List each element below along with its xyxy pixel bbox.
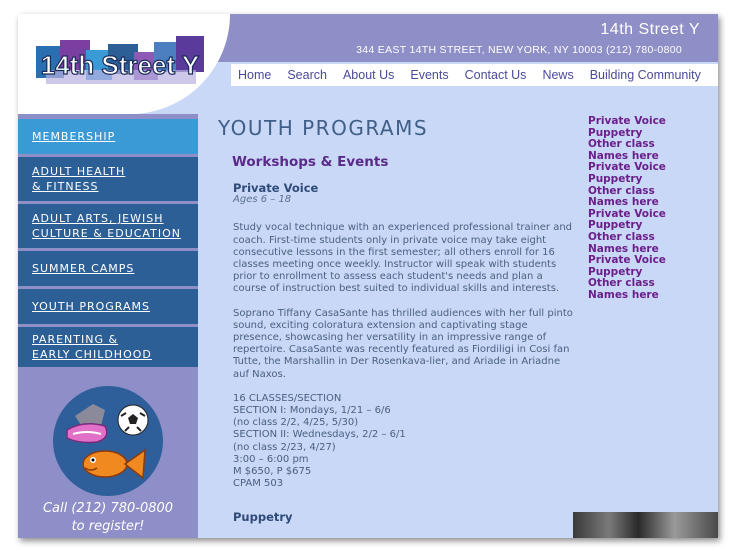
page-frame (18, 14, 718, 538)
instructor-bio: Soprano Tiffany CasaSante has thrilled audiences with her full pinto sound, exciting coloratura extension and captivating stage presence, showcasing her versatility in an impressive range of repertoire. CasaSante was recently featured as Fiordiligi in Cosi fan Tutte, the Marshallin in Der Rosenkava-lier, and Ariade in Ariadne auf Naxos. (233, 307, 573, 380)
nav-contact-us[interactable]: Contact Us (464, 68, 527, 82)
nav-events[interactable]: Events (410, 68, 449, 82)
schedule-line: (no class 2/2, 4/25, 5/30) (233, 417, 359, 429)
kids-illustration-graphic (53, 386, 163, 496)
section-heading: Workshops & Events (232, 154, 389, 170)
logo-text: 14th Street Y (40, 50, 200, 80)
site-name: 14th Street Y (600, 21, 700, 38)
class-link[interactable]: Names here (588, 242, 659, 255)
program-description: Study vocal technique with an experienced professional trainer and coach. First-time students only in private voice may take eight consecutive lessons in the first semester; all others enroll for 16 classes meeting once weekly. Instructor will speak with students prior to enrollment to assess each student's needs and plan a course of instruction best suited to individual skills and interests. (233, 222, 573, 295)
class-link[interactable]: Other class (588, 277, 655, 290)
schedule-line: SECTION II: Wednesdays, 2/2 – 6/1 (233, 429, 406, 441)
class-link[interactable]: Puppetry (588, 219, 643, 232)
class-link[interactable]: Other class (588, 230, 655, 243)
call-phone: Call (212) 780-0800 (42, 501, 174, 516)
schedule-line: (no class 2/23, 4/27) (233, 441, 336, 453)
site-address: 344 EAST 14TH STREET, NEW YORK, NY 10003 (212) 780-0800 (356, 44, 682, 56)
call-to-register (18, 500, 198, 536)
class-links (588, 116, 698, 302)
schedule-line: M $650, P $675 (233, 465, 312, 477)
schedule-line: SECTION I: Mondays, 1/21 – 6/6 (233, 405, 391, 417)
class-link[interactable]: Puppetry (588, 126, 643, 139)
schedule-line: CPAM 503 (233, 478, 284, 490)
class-link[interactable]: Private Voice (588, 207, 666, 220)
call-register: to register! (71, 519, 145, 534)
nav-search[interactable]: Search (287, 68, 327, 82)
logo-graphic (36, 36, 206, 92)
class-link[interactable]: Puppetry (588, 172, 643, 185)
site-logo[interactable] (36, 36, 206, 92)
next-program-name: Puppetry (233, 510, 293, 524)
class-link[interactable]: Other class (588, 184, 655, 197)
class-link[interactable]: Other class (588, 138, 655, 151)
page-title: YOUTH PROGRAMS (218, 116, 429, 140)
logo-area (18, 14, 230, 114)
program-schedule (233, 393, 573, 491)
schedule-line: 16 CLASSES/SECTION (233, 392, 342, 404)
top-nav (231, 64, 718, 86)
soccer-ball-icon (118, 405, 148, 435)
fish-icon (83, 450, 145, 478)
class-link[interactable]: Puppetry (588, 265, 643, 278)
sidebar-item-membership[interactable]: MEMBERSHIP (18, 119, 198, 154)
nav-home[interactable]: Home (238, 68, 272, 82)
nav-building-community[interactable]: Building Community (589, 68, 701, 82)
program-photo (573, 512, 718, 538)
kids-illustration (53, 386, 163, 496)
program-content (233, 182, 573, 490)
class-link[interactable]: Private Voice (588, 161, 666, 174)
nav-about-us[interactable]: About Us (342, 68, 395, 82)
class-link[interactable]: Names here (588, 149, 659, 162)
sidebar-item-adult-arts[interactable]: ADULT ARTS, JEWISH CULTURE & EDUCATION (18, 204, 198, 248)
schedule-line: 3:00 – 6:00 pm (233, 453, 309, 465)
class-link[interactable]: Private Voice (588, 115, 666, 127)
sidebar-item-adult-health-fitness[interactable]: ADULT HEALTH & FITNESS (18, 157, 198, 201)
program-ages: Ages 6 – 18 (233, 194, 292, 206)
sidebar-item-youth-programs[interactable]: YOUTH PROGRAMS (18, 289, 198, 324)
sidebar (18, 114, 198, 538)
class-link[interactable]: Names here (588, 196, 659, 209)
program-name: Private Voice (233, 181, 319, 195)
class-link[interactable]: Names here (588, 288, 659, 301)
class-link[interactable]: Private Voice (588, 254, 666, 267)
nav-news[interactable]: News (542, 68, 574, 82)
sidebar-item-parenting[interactable]: PARENTING & EARLY CHILDHOOD (18, 327, 198, 367)
sidebar-item-summer-camps[interactable]: SUMMER CAMPS (18, 251, 198, 286)
